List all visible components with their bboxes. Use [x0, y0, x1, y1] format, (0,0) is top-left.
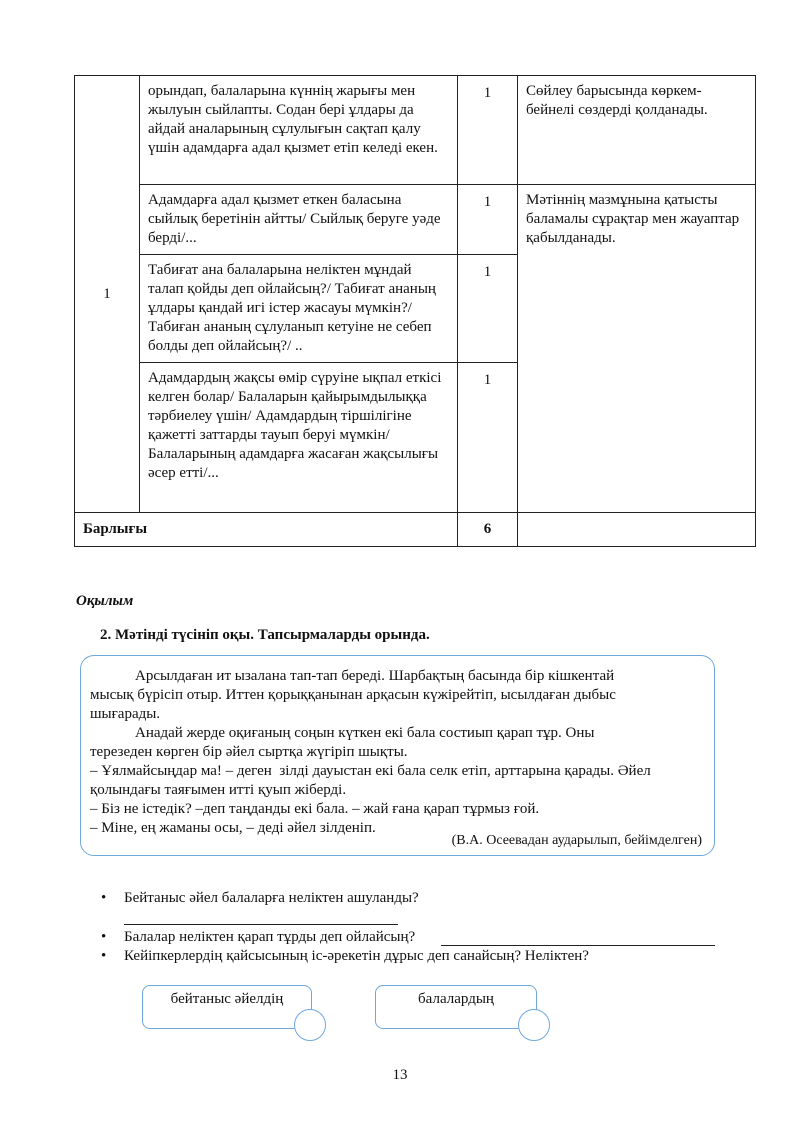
question-1: Бейтаныс әйел балаларға неліктен ашуланды?: [124, 890, 419, 906]
question-2: Балалар неліктен қарап тұрды деп ойлайсың?: [124, 929, 416, 945]
table-row: [75, 185, 756, 255]
answer-cell: орындап, балаларына күннің жарығы мен жылуын сыйлапты. Содан бері ұлдары да айдай аналарының сұлулығын сақтап қалу үшін адамдарға адал қызмет етіп келеді екен.: [140, 76, 458, 185]
answer-circle[interactable]: [518, 1009, 550, 1041]
text-line: терезеден көрген бір әйел сыртқа жүгіріп шықты.: [90, 744, 408, 760]
text-line: шығарады.: [90, 706, 161, 722]
answer-cell: Табиғат ана балаларына неліктен мұндай талап қойды деп ойлайсың?/ Табиғат ананың ұлдары қандай игі істер жасауы мүмкін?/ Табиған ананың сұлуланып кетуіне не себеп болды деп ойлайсың?/ ..: [140, 255, 458, 363]
question-3: Кейіпкерлердің қайсысының іс-әрекетін дұрыс деп санайсың? Неліктен?: [124, 948, 589, 964]
score-cell: 1: [458, 363, 518, 513]
answer-cell: Адамдардың жақсы өмір сүруіне ықпал еткісі келген болар/ Балаларын қайырымдылыққа тәрбиелеу үшін/ Адамдардың тіршілігіне қажетті заттарды тауып беруі мүмкін/ Балаларының адамдарға жасаған жақсылығы әсер етті/...: [140, 363, 458, 513]
descriptor-cell: Сөйлеу барысында көркем-бейнелі сөздерді қолданады.: [518, 76, 756, 185]
score-cell: 1: [458, 255, 518, 363]
text-line: қолындағы таяғымен итті қуып жіберді.: [90, 782, 347, 798]
bullet-icon: •: [101, 890, 107, 906]
text-line: Арсылдаған ит ызалана тап-тап береді. Шарбақтың басында бір кішкентай: [90, 668, 615, 684]
answer-box-stranger-woman: бейтаныс әйелдің: [142, 985, 312, 1029]
text-source: (В.А. Осеевадан аударылып, бейімделген): [451, 833, 702, 848]
text-line: – Міне, ең жаманы осы, – деді әйел зілденіп.: [90, 820, 376, 836]
task-number-cell: 1: [75, 76, 140, 513]
answer-cell: Адамдарға адал қызмет еткен баласына сыйлық беретінін айтты/ Сыйлық беруге уәде берді/...: [140, 185, 458, 255]
bullet-icon: •: [101, 948, 107, 964]
empty-cell: [518, 513, 756, 547]
answer-line[interactable]: [441, 945, 715, 946]
assessment-table: [74, 75, 756, 547]
answer-line[interactable]: [124, 924, 398, 925]
text-line: – Ұялмайсыңдар ма! – деген зілді дауыстан екі бала селк етіп, арттарына қарады. Әйел: [90, 763, 651, 779]
page-number: 13: [392, 1067, 408, 1083]
answer-circle[interactable]: [294, 1009, 326, 1041]
text-line: Анадай жерде оқиғаның соңын күткен екі бала состиып қарап тұр. Оны: [90, 725, 595, 741]
section-title: Оқылым: [76, 593, 134, 609]
score-cell: 1: [458, 76, 518, 185]
total-score: 6: [458, 513, 518, 547]
table-row: [75, 76, 756, 185]
total-label: Барлығы: [75, 513, 458, 547]
text-line: – Біз не істедік? –деп таңданды екі бала. – жай ғана қарап тұрмыз ғой.: [90, 801, 540, 817]
task-title: 2. Мәтінді түсініп оқы. Тапсырмаларды орында.: [100, 627, 430, 643]
score-cell: 1: [458, 185, 518, 255]
descriptor-cell: Мәтіннің мазмұнына қатысты баламалы сұрақтар мен жауаптар қабылданады.: [518, 185, 756, 513]
text-line: мысық бүрісіп отыр. Иттен қорыққанынан арқасын күжірейтіп, ысылдаған дыбыс: [90, 687, 616, 703]
total-row: [75, 513, 756, 547]
answer-box-children: балалардың: [375, 985, 537, 1029]
bullet-icon: •: [101, 929, 107, 945]
